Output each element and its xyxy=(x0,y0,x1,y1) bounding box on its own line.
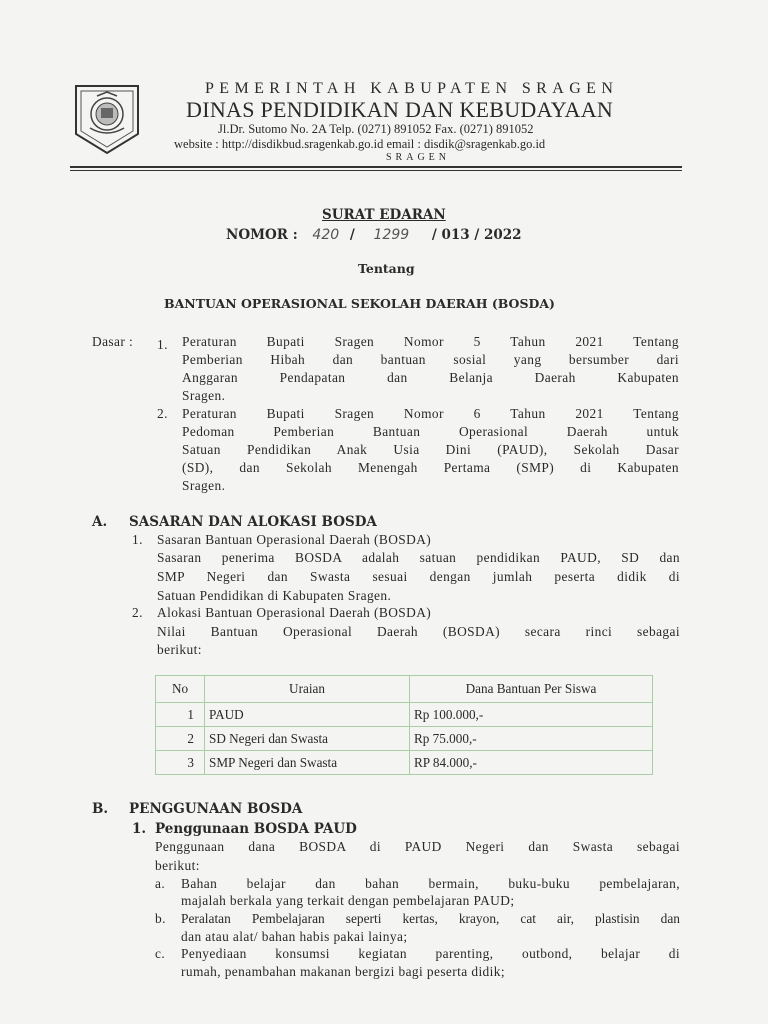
section-b-item-line: Bahan belajar dan bahan bermain, buku-buku pembelajaran, xyxy=(181,876,680,891)
document-title: SURAT EDARAN xyxy=(322,207,446,223)
tentang-label: Tentang xyxy=(358,261,415,276)
section-a-item-number: 2. xyxy=(132,605,143,620)
section-a-item-line: berikut: xyxy=(157,642,202,657)
section-b-item-line: dan atau alat/ bahan habis pakai lainya; xyxy=(181,929,408,944)
table-header-cell: Dana Bantuan Per Siswa xyxy=(410,676,653,703)
section-b-intro-line: berikut: xyxy=(155,858,200,873)
table-cell: PAUD xyxy=(205,703,410,727)
section-b-item-letter: b. xyxy=(155,911,166,926)
document-subject: BANTUAN OPERASIONAL SEKOLAH DAERAH (BOSDA) xyxy=(164,296,555,311)
letterhead-rule-thin xyxy=(70,170,682,171)
table-cell: Rp 100.000,- xyxy=(410,703,653,727)
section-b-item-letter: a. xyxy=(155,876,166,891)
table-cell: 1 xyxy=(156,703,205,727)
section-a-item-line: Sasaran penerima BOSDA adalah satuan pendidikan PAUD, SD dan xyxy=(157,550,680,565)
nomor-handwritten-1: 420 xyxy=(312,227,340,243)
table-cell: RP 84.000,- xyxy=(410,751,653,775)
section-b-sub-title: Penggunaan BOSDA PAUD xyxy=(155,821,357,837)
table-row xyxy=(156,703,653,727)
section-b-item-line: rumah, penambahan makanan bergizi bagi peserta didik; xyxy=(181,964,505,979)
table-row xyxy=(156,727,653,751)
nomor-rest: / 013 / 2022 xyxy=(431,227,522,243)
dasar-item-line: Sragen. xyxy=(182,388,226,403)
letterhead-address: Jl.Dr. Sutomo No. 2A Telp. (0271) 891052 Fax. (0271) 891052 xyxy=(218,122,534,136)
dasar-item-number: 2. xyxy=(157,406,168,421)
dasar-item-line: (SD), dan Sekolah Menengah Pertama (SMP) di Kabupaten xyxy=(182,460,679,475)
dasar-item-line: Anggaran Pendapatan dan Belanja Daerah Kabupaten xyxy=(182,370,679,385)
letterhead-web: website : http://disdikbud.sragenkab.go.id email : disdik@sragenkab.go.id xyxy=(174,137,546,151)
section-b-item-line: majalah berkala yang terkait dengan pembelajaran PAUD; xyxy=(181,893,515,908)
section-b-item-line: Penyediaan konsumsi kegiatan parenting, outbond, belajar di xyxy=(181,946,680,961)
dasar-label: Dasar : xyxy=(92,334,134,349)
section-a-letter: A. xyxy=(92,514,108,530)
section-b-intro-line: Penggunaan dana BOSDA di PAUD Negeri dan Swasta sebagai xyxy=(155,839,680,854)
table-cell: 2 xyxy=(156,727,205,751)
section-b-item-letter: c. xyxy=(155,946,166,961)
allocation-table xyxy=(155,675,653,775)
dasar-item-line: Pemberian Hibah dan bantuan sosial yang bersumber dari xyxy=(182,352,679,367)
dasar-item-line: Peraturan Bupati Sragen Nomor 5 Tahun 2021 Tentang xyxy=(182,334,679,349)
table-row xyxy=(156,751,653,775)
section-a-item-heading: Sasaran Bantuan Operasional Daerah (BOSDA) xyxy=(157,532,432,547)
dasar-item-line: Pedoman Pemberian Bantuan Operasional Daerah untuk xyxy=(182,424,679,439)
dasar-item-line: Satuan Pendidikan Anak Usia Dini (PAUD), Sekolah Dasar xyxy=(182,442,679,457)
section-b-item-line: Peralatan Pembelajaran seperti kertas, krayon, cat air, plastisin dan xyxy=(181,911,680,926)
section-a-title: SASARAN DAN ALOKASI BOSDA xyxy=(129,514,377,530)
section-a-item-line: Satuan Pendidikan di Kabupaten Sragen. xyxy=(157,588,392,603)
table-header-cell: Uraian xyxy=(205,676,410,703)
dasar-item-line: Peraturan Bupati Sragen Nomor 6 Tahun 2021 Tentang xyxy=(182,406,679,421)
section-b-letter: B. xyxy=(92,801,109,817)
nomor-slash: / xyxy=(349,227,355,243)
section-a-item-line: Nilai Bantuan Operasional Daerah (BOSDA) secara rinci sebagai xyxy=(157,624,680,639)
section-a-item-heading: Alokasi Bantuan Operasional Daerah (BOSDA) xyxy=(157,605,432,620)
table-header-cell: No xyxy=(156,676,205,703)
document-number xyxy=(226,227,522,243)
regency-emblem-icon xyxy=(72,82,142,156)
nomor-handwritten-2: 1299 xyxy=(373,227,410,243)
letterhead-government: PEMERINTAH KABUPATEN SRAGEN xyxy=(205,80,619,97)
dasar-item-line: Sragen. xyxy=(182,478,226,493)
section-a-item-line: SMP Negeri dan Swasta sesuai dengan jumlah peserta didik di xyxy=(157,569,680,584)
table-header-row xyxy=(156,676,653,703)
section-b-title: PENGGUNAAN BOSDA xyxy=(129,801,303,817)
dasar-item-number: 1. xyxy=(157,337,168,352)
section-b-sub-number: 1. xyxy=(132,821,147,837)
section-a-item-number: 1. xyxy=(132,532,143,547)
table-cell: SMP Negeri dan Swasta xyxy=(205,751,410,775)
letterhead-city: SRAGEN xyxy=(386,152,451,163)
nomor-label: NOMOR : xyxy=(226,227,298,243)
letterhead-rule xyxy=(70,166,682,168)
table-cell: SD Negeri dan Swasta xyxy=(205,727,410,751)
table-cell: Rp 75.000,- xyxy=(410,727,653,751)
table-cell: 3 xyxy=(156,751,205,775)
letterhead-agency: DINAS PENDIDIKAN DAN KEBUDAYAAN xyxy=(186,97,614,122)
